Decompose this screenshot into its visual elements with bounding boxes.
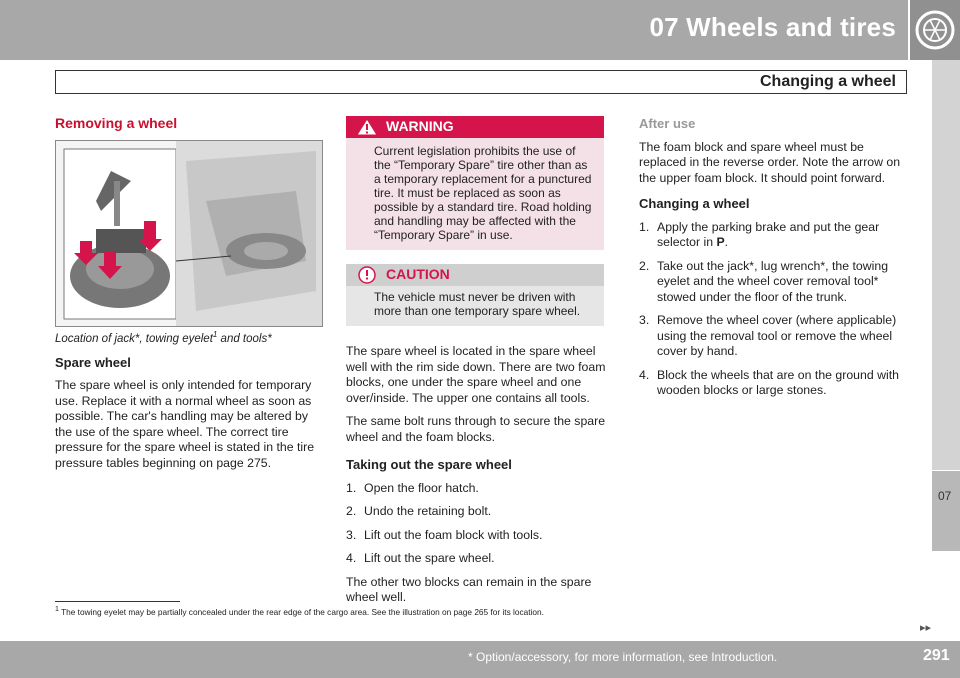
spare-wheel-heading: Spare wheel	[55, 354, 131, 370]
wheel-icon	[910, 0, 960, 60]
section-title: Changing a wheel	[759, 73, 896, 90]
caution-header	[346, 264, 604, 286]
caution-box	[346, 264, 604, 326]
illustration-caption	[55, 327, 323, 347]
side-strip	[932, 60, 960, 470]
caption-footnote-ref: 1	[212, 329, 218, 339]
caution-exclamation-icon	[354, 264, 380, 286]
warning-triangle-icon	[354, 116, 380, 138]
chapter-side-tab[interactable]	[932, 470, 960, 552]
caption-text: Location of jack*, towing eyelet	[55, 332, 213, 345]
section-header-box	[55, 70, 907, 94]
footnote-rule	[55, 601, 180, 602]
footnote-text: The towing eyelet may be partially concealed under the rear edge of the cargo area. See the illustration on page 265 for its location.	[61, 606, 544, 617]
column-2	[346, 116, 612, 614]
footnote	[55, 606, 544, 617]
list-item: 3. Lift out the foam block with tools.	[346, 527, 543, 542]
after-use-heading: After use	[639, 116, 696, 131]
footer-option-note: * Option/accessory, for more information, see Introduction.	[468, 650, 778, 664]
changing-wheel-steps	[639, 220, 907, 399]
taking-out-steps	[346, 481, 612, 567]
column-3	[639, 116, 907, 407]
chapter-title: 07 Wheels and tires	[649, 12, 896, 42]
list-item: 4. Lift out the spare wheel.	[346, 551, 495, 565]
caution-text: The vehicle must never be driven with more than one temporary spare wheel.	[374, 290, 581, 318]
warning-box	[346, 116, 604, 250]
footnote-number: 1	[55, 606, 59, 613]
spare-wheel-text: The spare wheel is only intended for temporary use. Replace it with a normal wheel as soon as possible. The car's handling may be altered by the use of the spare wheel. The correct tire pressure for the spare wheel is stated in the tire pressure tables beginning on page 275.	[55, 378, 315, 470]
page-number: 291	[923, 647, 950, 664]
spare-location-paragraph: The spare wheel is located in the spare wheel well with the rim side down. There are two foam blocks, one under the spare wheel and one over/inside. The upper one contains all tools.	[346, 344, 606, 405]
jack-location-illustration	[55, 140, 323, 327]
caution-label: CAUTION	[386, 266, 450, 282]
removing-wheel-heading: Removing a wheel	[55, 115, 178, 131]
next-page-arrows[interactable]: ▸▸	[920, 622, 932, 634]
header-icon-box	[910, 0, 960, 60]
bolt-paragraph: The same bolt runs through to secure the spare wheel and the foam blocks.	[346, 414, 606, 444]
list-item: 2. Take out the jack*, lug wrench*, the towing eyelet and the wheel cover removal tool* stowed under the floor of the trunk.	[639, 258, 889, 304]
remaining-blocks-paragraph: The other two blocks can remain in the spare wheel well.	[346, 574, 592, 604]
after-use-text: The foam block and spare wheel must be replaced in the reverse order. Note the arrow on the upper foam block. It should point forward.	[639, 139, 901, 185]
trunk-illustration	[56, 141, 322, 326]
side-tab-number: 07	[938, 489, 952, 503]
list-item: 3. Remove the wheel cover (where applicable) using the removal tool or remove the wheel cover by hand.	[639, 313, 897, 358]
list-item: 4. Block the wheels that are on the ground with wooden blocks or large stones.	[639, 367, 899, 397]
column-1	[55, 116, 323, 479]
warning-label: WARNING	[386, 118, 454, 134]
list-item: 2. Undo the retaining bolt.	[346, 504, 492, 518]
caption-text-end: and tools*	[217, 332, 272, 345]
changing-wheel-heading: Changing a wheel	[639, 196, 750, 211]
list-item: 1. Open the floor hatch.	[346, 480, 479, 495]
taking-out-heading: Taking out the spare wheel	[346, 457, 512, 472]
list-item: 1. Apply the parking brake and put the gear selector in P.	[639, 219, 880, 249]
warning-header	[346, 116, 604, 138]
warning-text: Current legislation prohibits the use of the “Temporary Spare” tire other than as a temporary replacement for a punctured tire. It must be replaced as soon as possible by a standard tire. Road holding and handling may be affected with the “Temporary Spare” in use.	[374, 144, 592, 242]
